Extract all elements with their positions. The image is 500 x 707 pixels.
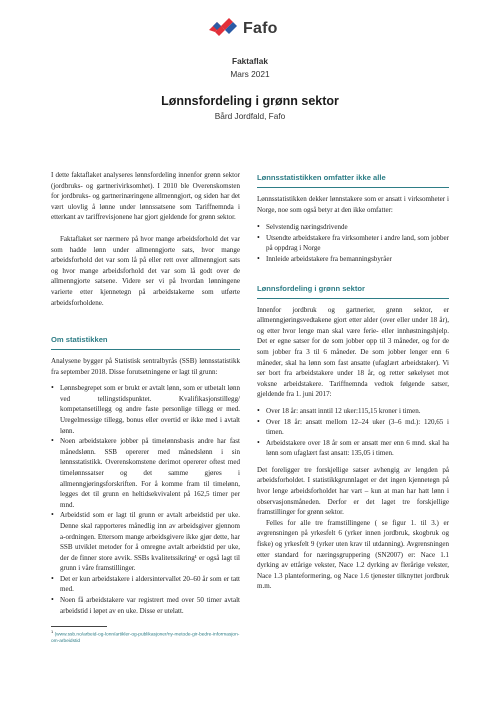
section-title: Lønnsfordeling i grønn sektor [257,283,365,293]
section-intro: Lønnsstatistikken dekker lønnstakere som er ansatt i virksomheter i Norge, noe som også betyr at den ikke omfatter: [257,195,449,214]
assumptions-list [51,383,240,616]
section-divider [51,349,240,350]
list-item: • Over 18 år: ansatt inntil 12 uker:115,15 kroner i timen. [257,406,449,417]
section-divider [257,298,449,299]
section-title: Lønnsstatistikken omfatter ikke alle [257,173,386,182]
logo-wordmark: Fafo [243,20,278,37]
list-item: • Utsendte arbeidstakere fra virksomheter i andre land, som jobber på oppdrag i Norge [257,233,449,254]
list-item: • Lønnsbegrepet som er brukt er avtalt lønn, som er utbetalt lønn ved tellingstidspunktet. Kvalifikasjonstillegg/ kompetansetillegg og andre faste personlige tillegg er med. Uregelmessige tillegg, bonus eller overtid er ikke med i avtalt lønn. [51,383,240,436]
fafo-logo [209,18,278,40]
list-item: • Arbeidstid som er lagt til grunn er avtalt arbeidstid per uke. Denne skal rapporteres månedlig inn av arbeidsgiver gjennom a-ordningen. Ettersom mange arbeidsgivere ikke gjør dette, har SSB utviklet metoder for å omregne avtalt arbeidstid per uke, der de finner store avvik. SSBs kvalitetssikring¹ er også lagt til grunn i våre framstillinger. [51,510,240,574]
right-column [257,173,449,592]
footnote-link[interactable]: (www.ssb.no/arbeid-og-lonn/artikler-og-publikasjoner/ny-metode-gir-bedre-informasjon-om-arbeidstid [51,632,240,644]
footnote [51,629,240,645]
section-intro: Analysene bygger på Statistisk sentralbyrås (SSB) lønnsstatistikk fra september 2018. Disse forutsetningene er lagt til grunn: [51,357,240,376]
section-lonnsfordeling [257,284,449,592]
exclusions-list [257,222,449,264]
list-item: • Innleide arbeidstakere fra bemanningsbyråer [257,254,449,265]
section-om-statistikken [51,335,240,616]
list-item: • Noen arbeidstakere jobber på timelønnsbasis andre har fast månedslønn. SSB opererer med månedslønn i sin lønnsstatistikk. Overenskomstene derimot opererer oftest med timelønnssatser og det samme gjøres i allmenngjøringsforskriften. For å komme fram til timelønn, legges det til grunn en heltidsekvivalent på 162,5 timer per mnd. [51,436,240,510]
intro-paragraph-1: I dette faktaflaket analyseres lønnsfordeling innenfor grønn sektor (jordbruks- og gartnerivirksomhet). I 2010 ble Overenskomsten for jordbruks- og gartnerinæringene allmenngjort, og siden har det vært ulovlig å lønne under lønnssatsene som Tariffnemnda i etterkant av tariffrevisjonene har gjort gjeldende for grønn sektor. [51,171,240,222]
fafo-logo-icon [209,18,239,40]
body-paragraph: Felles for alle tre framstillingene ( se figur 1. til 3.) er avgrensningen på yrkesfelt 6 (yrker innen jordbruk, skogbruk og fiske) og yrkesfelt 9 (yrker uten krav til utdanning). Avgrensningen etter standard for næringsgruppering (SN2007) er: Nace 1.1 dyrking av ettårige vekster, Nace 1.2 dyrking av flerårige vekster, Nace 1.3 planteformering, og Nace 1.6 tjenester tilknyttet jordbruk m.m. [257,518,449,591]
left-column [51,170,240,616]
section-divider [257,187,449,188]
list-item: • Det er kun arbeidstakere i aldersintervallet 20–60 år som er tatt med. [51,574,240,595]
list-item: • Noen få arbeidstakere var registrert med over 50 timer avtalt arbeidstid i løpet av en uke. Disse er utelatt. [51,595,240,616]
page-title: Lønnsfordeling i grønn sektor [161,94,339,108]
footnote-marker: 1 [51,629,54,634]
intro-paragraph-2: Faktaflaket ser nærmere på hvor mange arbeidsforhold det var som hadde lønn under allmenngjorte sats, hvor mange arbeidsforhold det var som lå på eller rett over allmenngjort sats og hvor mange arbeidsforhold det var som lå godt over de allmenngjorte satsene. Videre ser vi på hvordan lønningene varierte etter kjennetegn på arbeidstakerne som utførte arbeidsforholdene. [51,235,240,307]
list-item: • Arbeidstakere over 18 år som er ansatt mer enn 6 mnd. skal ha lønn som ufaglært fast ansatt: 135,05 i timen. [257,438,449,459]
document-type: Faktaflak [232,56,268,66]
body-paragraph: Innenfor jordbruk og gartnerier, grønn sektor, er allmenngjøringsvedtakene gjort etter alder (over eller under 18 år), og etter hvor lenge man skal være ferie- eller innhøstningshjelp. Det er egne satser for de som jobber opp til 3 måneder, og for de som jobber fra 3 til 6 måneder. De som jobber lenger enn 6 måneder, skal ha lønn som fast ansatte (ufaglært arbeidstaker). Vi ser bort fra arbeidstakere under 18 år, og retter søkelyset mot voksne arbeidstakere. Tariffnemnda vedtok følgende satser, gjeldende fra 1. juni 2017: [257,305,449,399]
section-title: Om statistikken [51,335,108,344]
rates-list [257,406,449,459]
body-paragraph: Det foreligger tre forskjellige satser avhengig av lengden på arbeidsforholdet. I statistikkgrunnlaget er det ingen kjennetegn på hvor lenge arbeidsforholdet har vart – kun at man har hatt lønn i observasjonsmåneden. Derfor er det laget tre forskjellige framstillinger for grønn sektor. [257,465,449,517]
list-item: • Over 18 år: ansatt mellom 12–24 uker (3–6 md.): 120,65 i timen. [257,417,449,438]
list-item: • Selvstendig næringsdrivende [257,222,449,233]
author: Bård Jordfald, Fafo [214,111,286,121]
footnote-divider [51,626,107,627]
publication-date: Mars 2021 [230,69,270,79]
